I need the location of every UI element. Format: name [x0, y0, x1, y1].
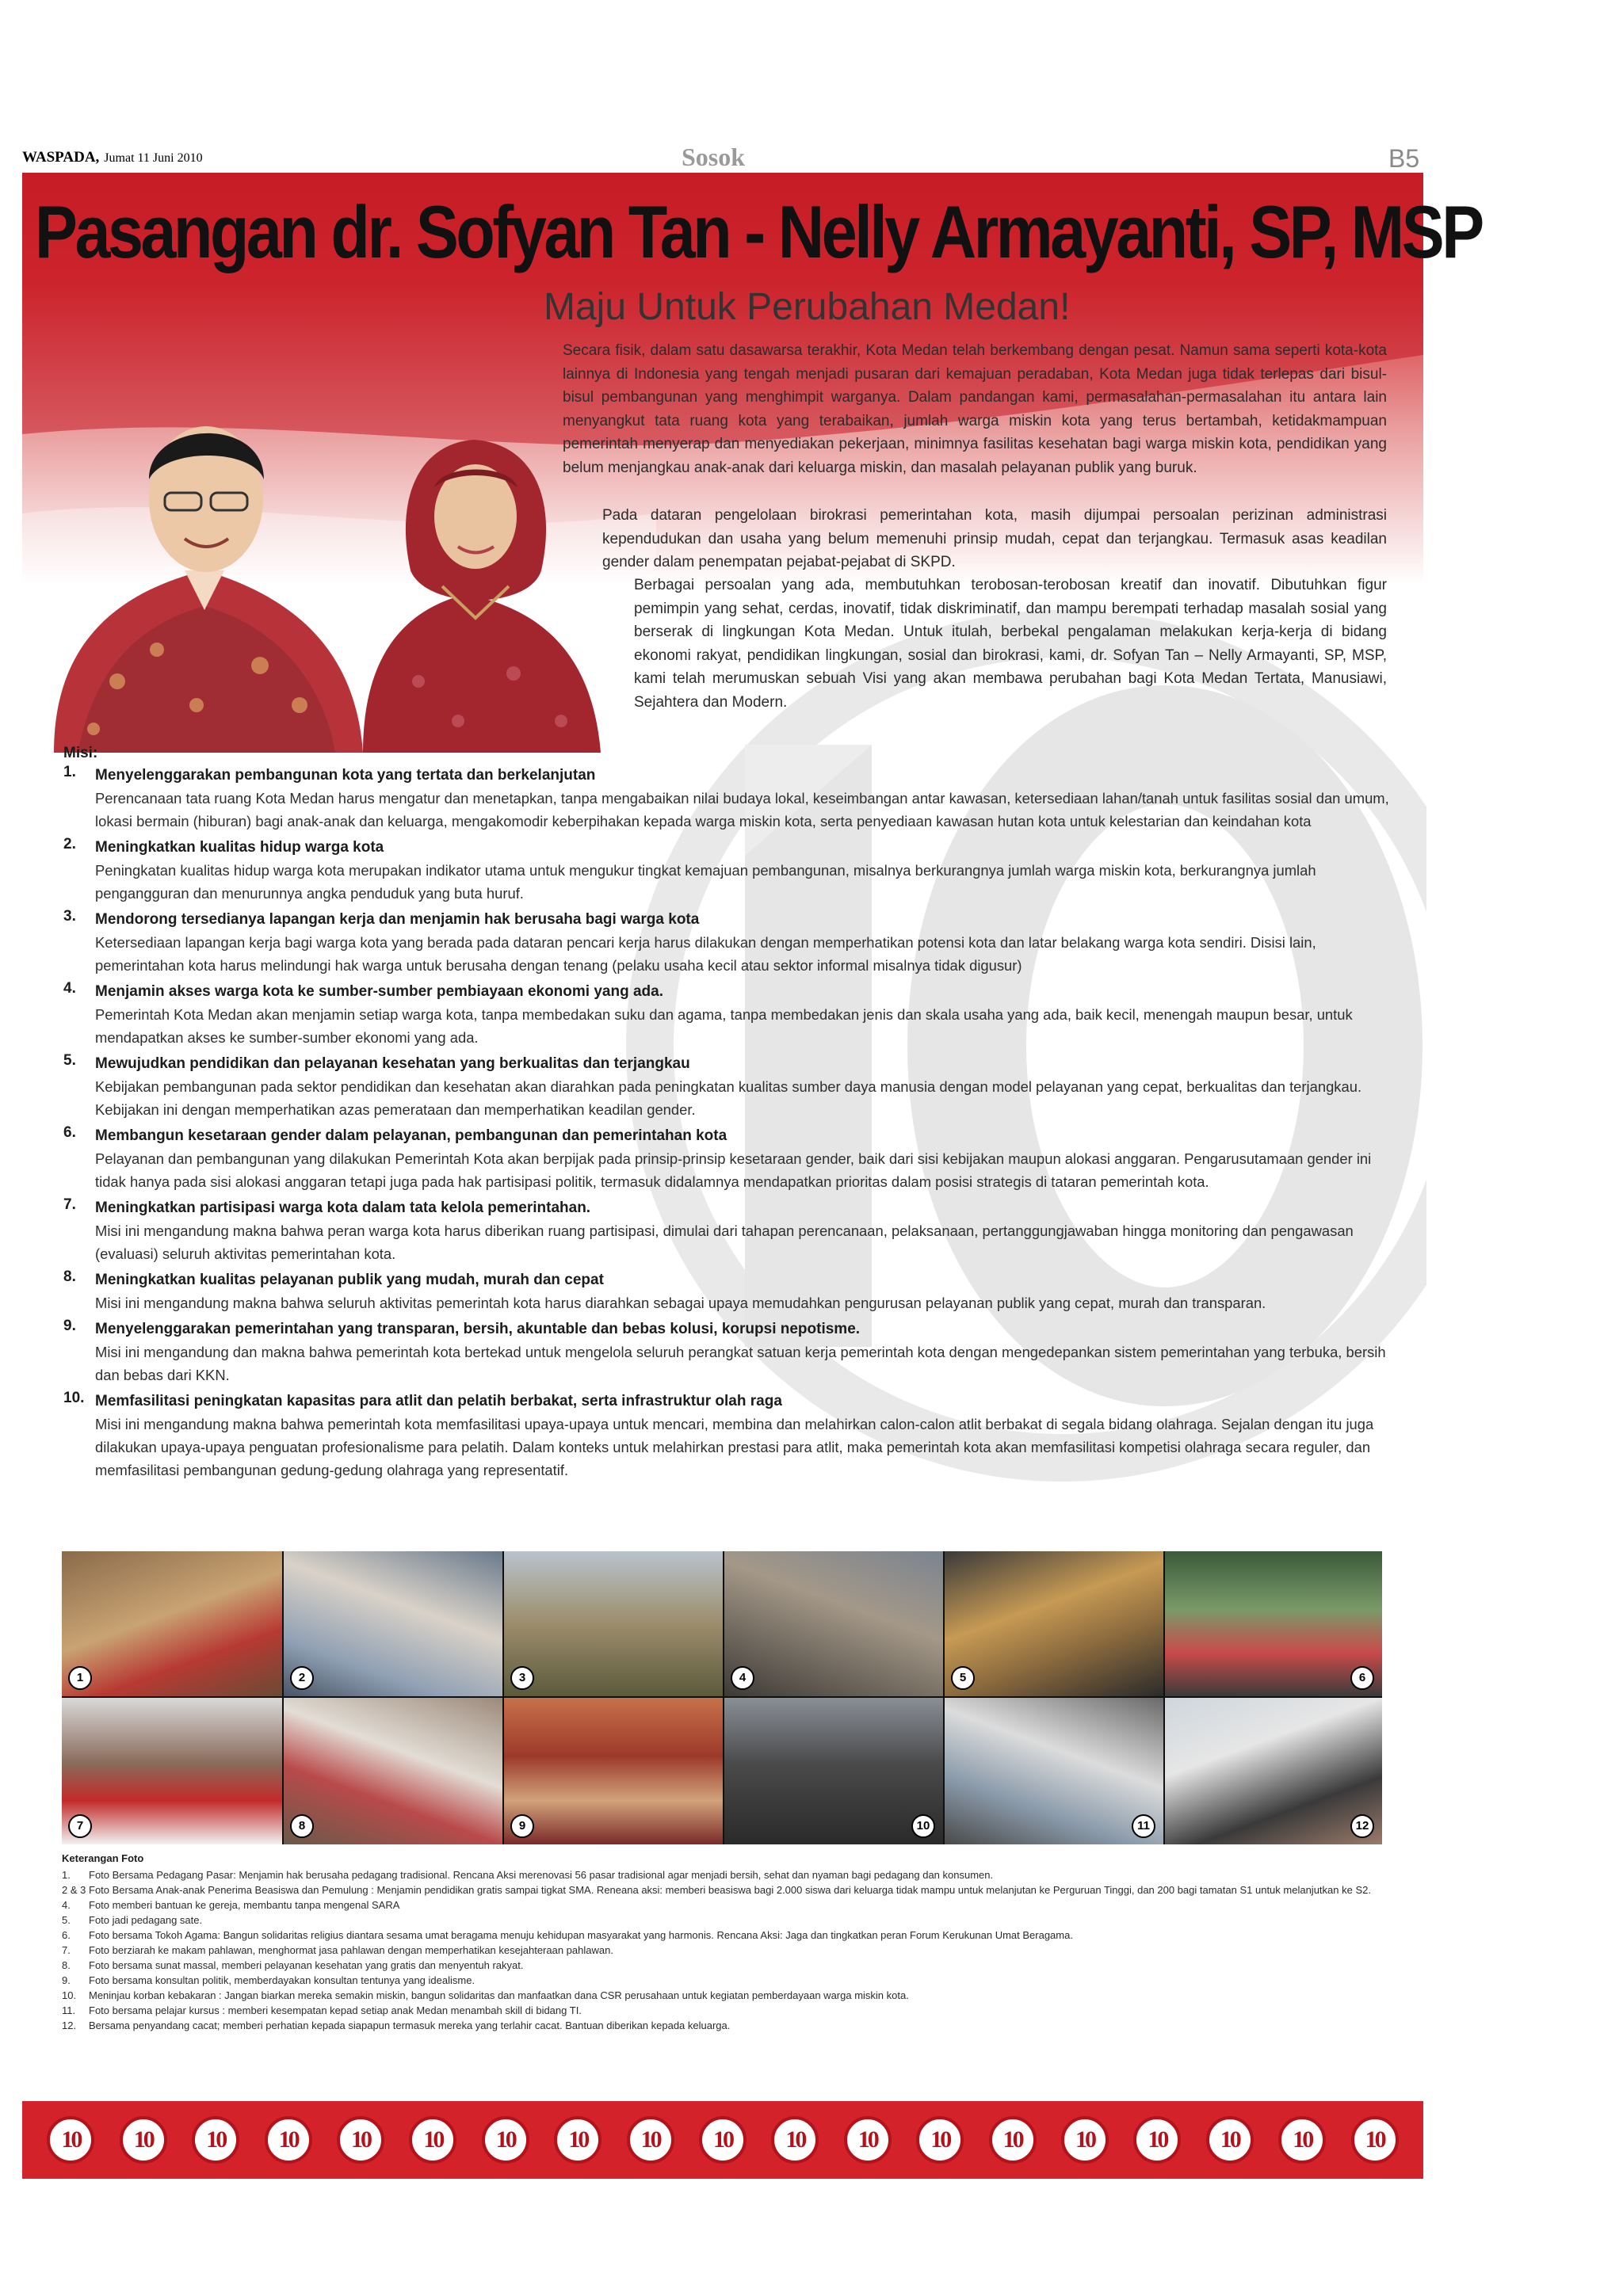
misi-title: Mendorong tersedianya lapangan kerja dan menjamin hak berusaha bagi warga kota — [95, 911, 700, 928]
ten-badge: 10 — [1206, 2116, 1254, 2164]
caption-row — [62, 1867, 1409, 1882]
misi-number: 2. — [63, 836, 76, 852]
photo-number-badge: 10 — [911, 1814, 935, 1838]
ten-badge: 10 — [699, 2116, 747, 2164]
photo-number-badge: 6 — [1350, 1666, 1374, 1690]
misi-item — [63, 1390, 1403, 1482]
subheadline: Maju Untuk Perubahan Medan! — [544, 286, 1071, 328]
misi-number: 3. — [63, 908, 76, 925]
photo-number-badge: 9 — [510, 1814, 534, 1838]
ten-badge: 10 — [337, 2116, 384, 2164]
misi-item — [63, 1318, 1403, 1386]
misi-title: Memfasilitasi peningkatan kapasitas para atlit dan pelatih berbakat, serta infrastruktur olah raga — [95, 1393, 782, 1409]
ten-badge: 10 — [771, 2116, 819, 2164]
misi-heading: Misi: — [63, 745, 98, 761]
caption-text: Foto bersama pelajar kursus : memberi kesempatan kepad setiap anak Medan menambah skill di bidang TI. — [89, 2004, 582, 2016]
headline: Pasangan dr. Sofyan Tan - Nelly Armayanti, SP, MSP — [35, 190, 1482, 273]
caption-text: Meninjau korban kebakaran : Jangan biarkan mereka semakin miskin, bangun solidaritas dan manfaatkan dana CSR perusahaan untuk kegiatan pemberdayaan warga miskin kota. — [89, 1989, 909, 2001]
misi-item — [63, 1196, 1403, 1265]
photo-tile — [945, 1551, 1163, 1696]
misi-description: Misi ini mengandung makna bahwa seluruh aktivitas pemerintah kota harus diarahkan sebagai upaya memudahkan pengurusan pelayanan publik yang cepat, murah dan transparan. — [95, 1295, 1266, 1311]
ten-badge: 10 — [1351, 2116, 1399, 2164]
misi-title: Meningkatkan kualitas pelayanan publik yang mudah, murah dan cepat — [95, 1272, 604, 1288]
caption-number: 11. — [62, 2004, 76, 2016]
misi-title: Menjamin akses warga kota ke sumber-sumber pembiayaan ekonomi yang ada. — [95, 983, 663, 1000]
caption-number: 12. — [62, 2019, 77, 2031]
photo-tile — [504, 1698, 723, 1844]
photo-tile — [1165, 1551, 1382, 1696]
caption-row — [62, 1913, 1409, 1928]
caption-row — [62, 2003, 1409, 2018]
photo-tile — [62, 1551, 282, 1696]
misi-item — [63, 1052, 1403, 1121]
section-name: Sosok — [682, 143, 746, 171]
photo-tile — [724, 1551, 943, 1696]
photo-tile — [62, 1698, 282, 1844]
caption-row — [62, 2018, 1409, 2033]
photo-grid — [62, 1551, 1382, 1844]
ten-badge: 10 — [554, 2116, 601, 2164]
photo-tile — [1165, 1698, 1382, 1844]
misi-description: Misi ini mengandung dan makna bahwa pemerintah kota bertekad untuk mengelola seluruh perangkat satuan kerja pemerintah kota dengan mengedepankan sistem pemerintahan yang terbuka, bersih dan bebas dari KKN. — [95, 1344, 1386, 1383]
misi-number: 10. — [63, 1390, 85, 1406]
ten-badge: 10 — [482, 2116, 529, 2164]
misi-description: Misi ini mengandung makna bahwa peran warga kota harus diberikan ruang partisipasi, dimulai dari tahapan perencanaan, pelaksanaan, pertanggungjawaban hingga monitoring dan pengawasan (evaluasi) seluruh aktivitas pemerintahan kota. — [95, 1222, 1354, 1262]
caption-text: Foto Bersama Pedagang Pasar: Menjamin hak berusaha pedagang tradisional. Rencana Aksi merenovasi 56 pasar tradisional agar menjadi bersih, sehat dan nyaman bagi pedagang dan konsumen. — [89, 1869, 994, 1881]
captions-heading: Keterangan Foto — [62, 1852, 144, 1864]
caption-text: Foto jadi pedagang sate. — [89, 1914, 203, 1926]
caption-number: 8. — [62, 1959, 71, 1971]
misi-item — [63, 764, 1403, 833]
ten-badge: 10 — [409, 2116, 456, 2164]
ten-badge: 10 — [989, 2116, 1037, 2164]
photo-captions — [62, 1852, 1409, 2033]
misi-description: Ketersediaan lapangan kerja bagi warga kota yang berada pada dataran pencari kerja harus dilakukan dengan memperhatikan potensi kota dan latar belakang warga kota sendiri. Disisi lain, pemerintahan kota harus melindungi hak warga untuk berusaha dengan tenang (pelaku usaha kecil atau sektor informal misalnya tidak digusur) — [95, 934, 1316, 974]
caption-row — [62, 1973, 1409, 1988]
ten-badge: 10 — [265, 2116, 312, 2164]
misi-description: Kebijakan pembangunan pada sektor pendidikan dan kesehatan akan diarahkan pada peningkatan kualitas sumber daya manusia dengan model pelayanan yang cepat, berkualitas dan terjangkau. Kebijakan ini dengan memperhatikan azas pemerataan dan memperhatikan keadilan gender. — [95, 1078, 1362, 1118]
misi-description: Peningkatan kualitas hidup warga kota merupakan indikator utama untuk mengukur tingkat kemajuan pembangunan, misalnya berkurangnya jumlah warga miskin kota, berkurangnya jumlah pengangguran dan menurunnya angka penduduk yang buta huruf. — [95, 862, 1316, 902]
caption-row — [62, 1943, 1409, 1958]
caption-text: Foto memberi bantuan ke gereja, membantu tanpa mengenal SARA — [89, 1899, 400, 1911]
caption-row — [62, 1882, 1409, 1897]
photo-number-badge: 12 — [1350, 1814, 1374, 1838]
misi-title: Menyelenggarakan pemerintahan yang transparan, bersih, akuntable dan bebas kolusi, korupsi nepotisme. — [95, 1321, 861, 1337]
photo-number-badge: 4 — [731, 1666, 754, 1690]
ten-badge: 10 — [1061, 2116, 1109, 2164]
misi-item — [63, 980, 1403, 1049]
misi-item — [63, 836, 1403, 905]
caption-number: 1. — [62, 1869, 71, 1881]
misi-title: Meningkatkan kualitas hidup warga kota — [95, 839, 384, 856]
misi-description: Misi ini mengandung makna bahwa pemerintah kota memfasilitasi upaya-upaya untuk mencari, membina dan melahirkan calon-calon atlit berbakat di segala bidang olahraga. Sejalan dengan itu juga dilakukan upaya-upaya penguatan profesionalisme para pelatih. Dalam konteks untuk melahirkan prestasi para atlit, maka pemerintah kota akan memfasilitasi kompetisi olahraga secara reguler, dan memfasilitasi pembangunan gedung-gedung olahraga yang representatif. — [95, 1416, 1374, 1478]
intro-paragraph-2: Pada dataran pengelolaan birokrasi pemerintahan kota, masih dijumpai persoalan perizinan administrasi kependudukan dan usaha yang belum memenuhi prinsip mudah, cepat dan terjangkau. Termasuk asas keadilan gender dalam penempatan pejabat-pejabat di SKPD. — [602, 507, 1387, 570]
caption-number: 2 & 3 — [62, 1884, 86, 1896]
caption-number: 4. — [62, 1899, 71, 1911]
caption-number: 9. — [62, 1974, 71, 1986]
misi-number: 1. — [63, 764, 76, 780]
photo-number-badge: 11 — [1132, 1814, 1155, 1838]
ten-badge: 10 — [916, 2116, 964, 2164]
photo-number-badge: 7 — [68, 1814, 92, 1838]
misi-number: 4. — [63, 980, 76, 997]
photo-tile — [945, 1698, 1163, 1844]
ten-badge: 10 — [47, 2116, 94, 2164]
photo-tile — [284, 1551, 502, 1696]
misi-number: 7. — [63, 1196, 76, 1213]
photo-tile — [724, 1698, 943, 1844]
misi-section — [63, 745, 1403, 1485]
candidates-portrait-photo — [22, 309, 632, 753]
intro-paragraph-3: Berbagai persoalan yang ada, membutuhkan terobosan-terobosan kreatif dan inovatif. Dibutuhkan figur pemimpin yang sehat, cerdas, inovatif, tidak diskriminatif, dan mampu berempati terhadap masalah sosial yang berserak di lingkungan Kota Medan. Untuk itulah, berbekal pengalaman melakukan kerja-kerja di bidang ekonomi rakyat, pendidikan lingkungan, sosial dan birokrasi, kami, dr. Sofyan Tan – Nelly Armayanti, SP, MSP, kami telah merumuskan sebuah Visi yang akan membawa perubahan bagi Kota Medan Tertata, Manusiawi, Sejahtera dan Modern. — [634, 577, 1387, 711]
misi-number: 8. — [63, 1268, 76, 1285]
photo-number-badge: 1 — [68, 1666, 92, 1690]
caption-text: Foto berziarah ke makam pahlawan, menghormat jasa pahlawan dengan memperhatikan kesejahteraan pahlawan. — [89, 1944, 613, 1956]
misi-item — [63, 908, 1403, 977]
misi-title: Mewujudkan pendidikan dan pelayanan kesehatan yang berkualitas dan terjangkau — [95, 1055, 690, 1072]
misi-number: 5. — [63, 1052, 76, 1069]
caption-text: Foto bersama sunat massal, memberi pelayanan kesehatan yang gratis dan menyentuh rakyat. — [89, 1959, 524, 1971]
caption-number: 6. — [62, 1929, 71, 1941]
photo-tile — [504, 1551, 723, 1696]
misi-title: Menyelenggarakan pembangunan kota yang tertata dan berkelanjutan — [95, 767, 596, 784]
photo-number-badge: 2 — [290, 1666, 314, 1690]
caption-text: Bersama penyandang cacat; memberi perhatian kepada siapapun termasuk mereka yang terlahir cacat. Bantuan diberikan kepada keluarga. — [89, 2019, 731, 2031]
caption-number: 7. — [62, 1944, 71, 1956]
badge-strip — [22, 2101, 1423, 2179]
misi-description: Pelayanan dan pembangunan yang dilakukan Pemerintah Kota akan berpijak pada prinsip-prinsip kesetaraan gender, baik dari sisi kebijakan maupun alokasi anggaran. Pengarusutamaan gender ini tidak hanya pada sisi alokasi anggaran tetapi juga pada hak partisipasi politik, termasuk didalamnya mendapatkan prioritas dalam posisi strategis di tataran pemerintah kota. — [95, 1150, 1372, 1190]
misi-item — [63, 1268, 1403, 1314]
photo-number-badge: 8 — [290, 1814, 314, 1838]
caption-row — [62, 1897, 1409, 1913]
caption-row — [62, 1988, 1409, 2003]
photo-tile — [284, 1698, 502, 1844]
issue-date: Jumat 11 Juni 2010 — [104, 151, 203, 165]
intro-paragraph-1: Secara fisik, dalam satu dasawarsa terakhir, Kota Medan telah berkembang dengan pesat. Namun sama seperti kota-kota lainnya di Indonesia yang tengah menjadi pusaran dari kemajuan peradaban, Kota Medan juga tidak terlepas dari bisul-bisul pembangunan yang menghimpit warganya. Dalam pandangan kami, permasalahan-permasalahan itu antara lain menyangkut tata ruang kota yang terabaikan, jumlah warga miskin kota yang terus bertambah, ketidakmampuan pemerintah menyerap dan menyediakan pekerjaan, minimnya fasilitas kesehatan bagi warga miskin kota, pendidikan yang belum menjangkau anak-anak dari keluarga miskin, dan masalah pelayanan publik yang buruk. — [563, 342, 1387, 476]
photo-number-badge: 3 — [510, 1666, 534, 1690]
misi-description: Pemerintah Kota Medan akan menjamin setiap warga kota, tanpa membedakan suku dan agama, tanpa membedakan jenis dan skala usaha yang ada, baik kecil, menengah maupun besar, untuk mendapatkan akses ke sumber-sumber ekonomi yang ada. — [95, 1006, 1353, 1046]
caption-text: Foto bersama Tokoh Agama: Bangun solidaritas religius diantara sesama umat beragama menuju kehidupan masyarakat yang harmonis. Rencana Aksi: Jaga dan tingkatkan peran Forum Kerukunan Umat Beragama. — [89, 1929, 1073, 1941]
misi-description: Perencanaan tata ruang Kota Medan harus mengatur dan menetapkan, tanpa mengabaikan nilai budaya lokal, keseimbangan antar kawasan, ketersediaan lahan/tanah untuk fasilitas sosial dan umum, lokasi bermain (hiburan) bagi anak-anak dan keluarga, mengakomodir keberpihakan kepada warga miskin kota, serta penyediaan kawasan hutan kota untuk kelestarian dan keindahan kota — [95, 790, 1389, 830]
caption-number: 10. — [62, 1989, 77, 2001]
caption-text: Foto Bersama Anak-anak Penerima Beasiswa dan Pemulung : Menjamin pendidikan gratis sampai tigkat SMA. Reneana aksi: memberi beasiswa bagi 2.000 siswa dari keluarga tidak mampu untuk melanjutan ke Perguruan Tinggi, dan 200 bagi tamatan S1 untuk melanjutkan ke S2. — [89, 1884, 1371, 1896]
misi-number: 6. — [63, 1124, 76, 1141]
ten-badge: 10 — [627, 2116, 674, 2164]
ten-badge: 10 — [1133, 2116, 1181, 2164]
ten-badge: 10 — [1278, 2116, 1326, 2164]
misi-item — [63, 1124, 1403, 1193]
caption-number: 5. — [62, 1914, 71, 1926]
caption-row — [62, 1958, 1409, 1973]
caption-text: Foto bersama konsultan politik, memberdayakan konsultan tentunya yang idealisme. — [89, 1974, 475, 1986]
newspaper-name: WASPADA, Jumat 11 Juni 2010 — [22, 149, 203, 166]
misi-title: Membangun kesetaraan gender dalam pelayanan, pembangunan dan pemerintahan kota — [95, 1127, 727, 1144]
ten-badge: 10 — [120, 2116, 167, 2164]
page-number: B5 — [1388, 144, 1420, 173]
ten-badge: 10 — [192, 2116, 239, 2164]
ten-badge: 10 — [844, 2116, 892, 2164]
misi-title: Meningkatkan partisipasi warga kota dalam tata kelola pemerintahan. — [95, 1199, 591, 1216]
photo-number-badge: 5 — [951, 1666, 975, 1690]
caption-row — [62, 1928, 1409, 1943]
misi-number: 9. — [63, 1318, 76, 1334]
